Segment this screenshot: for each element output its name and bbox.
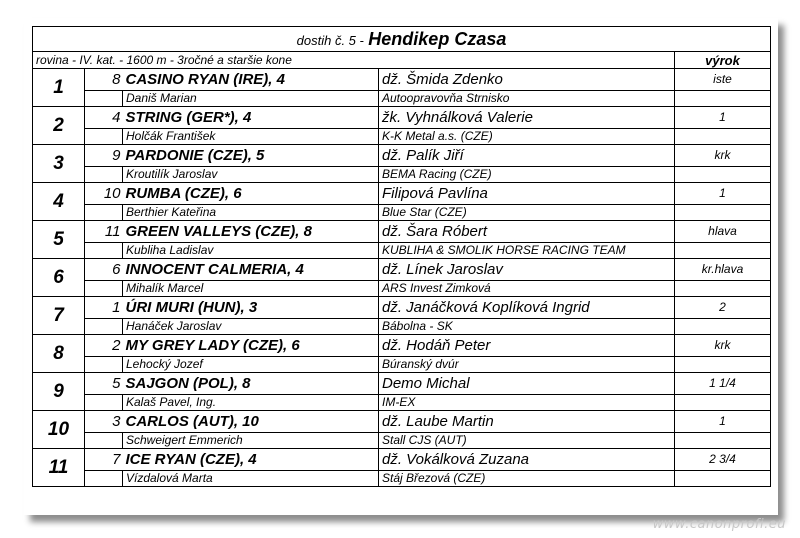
position: 5 — [33, 221, 85, 259]
empty-cell — [85, 166, 123, 182]
owner-name: Stáj Březová (CZE) — [379, 470, 675, 486]
result-subrow — [33, 318, 771, 334]
position: 8 — [33, 335, 85, 373]
position: 2 — [33, 107, 85, 145]
horse-name: GREEN VALLEYS (CZE), 8 — [123, 221, 379, 243]
result-subrow — [33, 166, 771, 182]
result-row — [33, 449, 771, 471]
horse-name: PARDONIE (CZE), 5 — [123, 145, 379, 167]
race-title — [33, 27, 771, 52]
finish-margin: kr.hlava — [675, 259, 771, 281]
result-subrow — [33, 204, 771, 220]
result-subrow — [33, 432, 771, 448]
owner-name: BEMA Racing (CZE) — [379, 166, 675, 182]
position: 11 — [33, 449, 85, 487]
result-row — [33, 221, 771, 243]
start-number: 9 — [85, 145, 123, 167]
jockey-name: Filipová Pavlína — [379, 183, 675, 205]
result-row — [33, 335, 771, 357]
empty-cell — [675, 356, 771, 372]
trainer-name: Hanáček Jaroslav — [123, 318, 379, 334]
owner-name: Autoopravovňa Strnisko — [379, 90, 675, 106]
start-number: 10 — [85, 183, 123, 205]
race-number: dostih č. 5 - — [296, 32, 364, 48]
start-number: 6 — [85, 259, 123, 281]
trainer-name: Kubliha Ladislav — [123, 242, 379, 258]
position: 9 — [33, 373, 85, 411]
result-row — [33, 411, 771, 433]
start-number: 5 — [85, 373, 123, 395]
horse-name: CARLOS (AUT), 10 — [123, 411, 379, 433]
empty-cell — [675, 242, 771, 258]
owner-name: Bábolna - SK — [379, 318, 675, 334]
position: 10 — [33, 411, 85, 449]
start-number: 1 — [85, 297, 123, 319]
result-subrow — [33, 90, 771, 106]
margin-header: výrok — [675, 52, 771, 69]
empty-cell — [85, 90, 123, 106]
jockey-name: Demo Michal — [379, 373, 675, 395]
trainer-name: Berthier Kateřina — [123, 204, 379, 220]
empty-cell — [85, 356, 123, 372]
horse-name: STRING (GER*), 4 — [123, 107, 379, 129]
result-subrow — [33, 280, 771, 296]
horse-name: MY GREY LADY (CZE), 6 — [123, 335, 379, 357]
result-subrow — [33, 356, 771, 372]
start-number: 7 — [85, 449, 123, 471]
horse-name: ICE RYAN (CZE), 4 — [123, 449, 379, 471]
empty-cell — [675, 204, 771, 220]
trainer-name: Schweigert Emmerich — [123, 432, 379, 448]
trainer-name: Daniš Marian — [123, 90, 379, 106]
jockey-name: dž. Hodáň Peter — [379, 335, 675, 357]
empty-cell — [675, 318, 771, 334]
horse-name: INNOCENT CALMERIA, 4 — [123, 259, 379, 281]
owner-name: Búranský dvúr — [379, 356, 675, 372]
race-name: Hendikep Czasa — [368, 28, 507, 49]
owner-name: IM-EX — [379, 394, 675, 410]
jockey-name: dž. Šara Róbert — [379, 221, 675, 243]
result-row — [33, 183, 771, 205]
empty-cell — [675, 166, 771, 182]
finish-margin: 1 — [675, 183, 771, 205]
race-conditions: rovina - IV. kat. - 1600 m - 3ročné a staršie kone — [33, 52, 675, 69]
empty-cell — [85, 394, 123, 410]
result-row — [33, 297, 771, 319]
position: 6 — [33, 259, 85, 297]
results-table — [32, 26, 771, 487]
empty-cell — [85, 128, 123, 144]
jockey-name: dž. Šmida Zdenko — [379, 69, 675, 91]
trainer-name: Lehocký Jozef — [123, 356, 379, 372]
start-number: 2 — [85, 335, 123, 357]
horse-name: CASINO RYAN (IRE), 4 — [123, 69, 379, 91]
finish-margin: krk — [675, 145, 771, 167]
position: 1 — [33, 69, 85, 107]
jockey-name: dž. Janáčková Koplíková Ingrid — [379, 297, 675, 319]
start-number: 4 — [85, 107, 123, 129]
start-number: 8 — [85, 69, 123, 91]
empty-cell — [85, 242, 123, 258]
result-row — [33, 145, 771, 167]
result-row — [33, 69, 771, 91]
jockey-name: dž. Palík Jiří — [379, 145, 675, 167]
result-subrow — [33, 128, 771, 144]
jockey-name: dž. Línek Jaroslav — [379, 259, 675, 281]
finish-margin: hlava — [675, 221, 771, 243]
result-subrow — [33, 394, 771, 410]
owner-name: Blue Star (CZE) — [379, 204, 675, 220]
jockey-name: žk. Vyhnálková Valerie — [379, 107, 675, 129]
trainer-name: Vízdalová Marta — [123, 470, 379, 486]
horse-name: RUMBA (CZE), 6 — [123, 183, 379, 205]
empty-cell — [675, 280, 771, 296]
horse-name: ÚRI MURI (HUN), 3 — [123, 297, 379, 319]
finish-margin: 1 — [675, 411, 771, 433]
result-subrow — [33, 242, 771, 258]
trainer-name: Holčák František — [123, 128, 379, 144]
finish-margin: 1 — [675, 107, 771, 129]
empty-cell — [675, 470, 771, 486]
finish-margin: 1 1/4 — [675, 373, 771, 395]
jockey-name: dž. Vokálková Zuzana — [379, 449, 675, 471]
finish-margin: 2 3/4 — [675, 449, 771, 471]
owner-name: KUBLIHA & SMOLIK HORSE RACING TEAM — [379, 242, 675, 258]
result-subrow — [33, 470, 771, 486]
trainer-name: Mihalík Marcel — [123, 280, 379, 296]
empty-cell — [675, 90, 771, 106]
finish-margin: krk — [675, 335, 771, 357]
position: 4 — [33, 183, 85, 221]
trainer-name: Kroutilík Jaroslav — [123, 166, 379, 182]
empty-cell — [675, 128, 771, 144]
empty-cell — [85, 470, 123, 486]
start-number: 11 — [85, 221, 123, 243]
start-number: 3 — [85, 411, 123, 433]
result-row — [33, 259, 771, 281]
result-row — [33, 373, 771, 395]
empty-cell — [85, 280, 123, 296]
result-row — [33, 107, 771, 129]
finish-margin: 2 — [675, 297, 771, 319]
position: 3 — [33, 145, 85, 183]
jockey-name: dž. Laube Martin — [379, 411, 675, 433]
owner-name: K-K Metal a.s. (CZE) — [379, 128, 675, 144]
horse-name: SAJGON (POL), 8 — [123, 373, 379, 395]
empty-cell — [85, 432, 123, 448]
owner-name: ARS Invest Zimková — [379, 280, 675, 296]
empty-cell — [85, 204, 123, 220]
position: 7 — [33, 297, 85, 335]
watermark: www.canonprofi.eu — [652, 517, 786, 532]
owner-name: Stall CJS (AUT) — [379, 432, 675, 448]
empty-cell — [85, 318, 123, 334]
trainer-name: Kalaš Pavel, Ing. — [123, 394, 379, 410]
empty-cell — [675, 394, 771, 410]
finish-margin: iste — [675, 69, 771, 91]
empty-cell — [675, 432, 771, 448]
